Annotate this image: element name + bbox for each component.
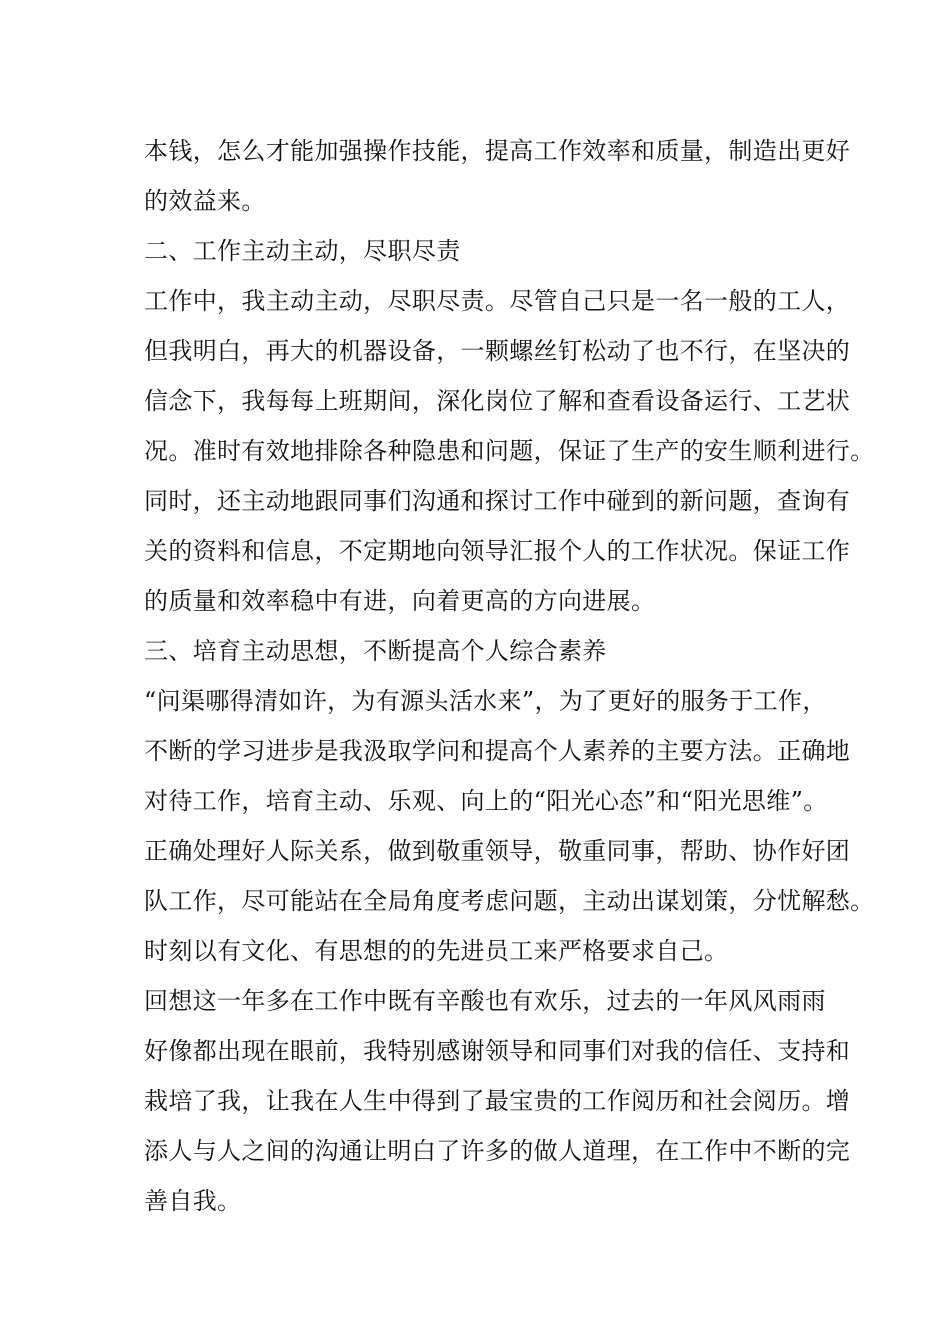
text-line: “问渠哪得清如许，为有源头活水来”，为了更好的服务于工作， [144,687,827,715]
text-line: 工作中，我主动主动，尽职尽责。尽管自己只是一名一般的工人， [144,287,851,315]
text-line: 好像都出现在眼前，我特别感谢领导和同事们对我的信任、支持和 [144,1037,851,1065]
text-line: 对待工作，培育主动、乐观、向上的“阳光心态”和“阳光思维”。 [144,787,828,815]
text-line: 队工作，尽可能站在全局角度考虑问题，主动出谋划策，分忧解愁。 [144,887,875,915]
text-line: 的质量和效率稳中有进，向着更高的方向进展。 [144,587,656,615]
text-line: 添人与人之间的沟通让明白了许多的做人道理，在工作中不断的完 [144,1137,851,1165]
text-line: 时刻以有文化、有思想的的先进员工来严格要求自己。 [144,937,729,965]
text-line: 况。准时有效地排除各种隐患和问题，保证了生产的安生顺利进行。 [144,437,875,465]
text-line: 本钱，怎么才能加强操作技能，提高工作效率和质量，制造出更好 [144,137,851,165]
text-line: 关的资料和信息，不定期地向领导汇报个人的工作状况。保证工作 [144,537,851,565]
text-line: 正确处理好人际关系，做到敬重领导，敬重同事，帮助、协作好团 [144,837,851,865]
text-line: 同时，还主动地跟同事们沟通和探讨工作中碰到的新问题，查询有 [144,487,851,515]
text-line: 信念下，我每每上班期间，深化岗位了解和查看设备运行、工艺状 [144,387,851,415]
text-line: 不断的学习进步是我汲取学问和提高个人素养的主要方法。正确地 [144,737,851,765]
text-line: 善自我。 [144,1187,242,1215]
text-line: 但我明白，再大的机器设备，一颗螺丝钉松动了也不行，在坚决的 [144,337,851,365]
section-heading: 三、培育主动思想，不断提高个人综合素养 [144,637,607,665]
text-line: 的效益来。 [144,187,266,215]
text-line: 栽培了我，让我在人生中得到了最宝贵的工作阅历和社会阅历。增 [144,1087,851,1115]
section-heading: 二、工作主动主动，尽职尽责 [144,237,461,265]
text-line: 回想这一年多在工作中既有辛酸也有欢乐，过去的一年风风雨雨 [144,987,826,1015]
